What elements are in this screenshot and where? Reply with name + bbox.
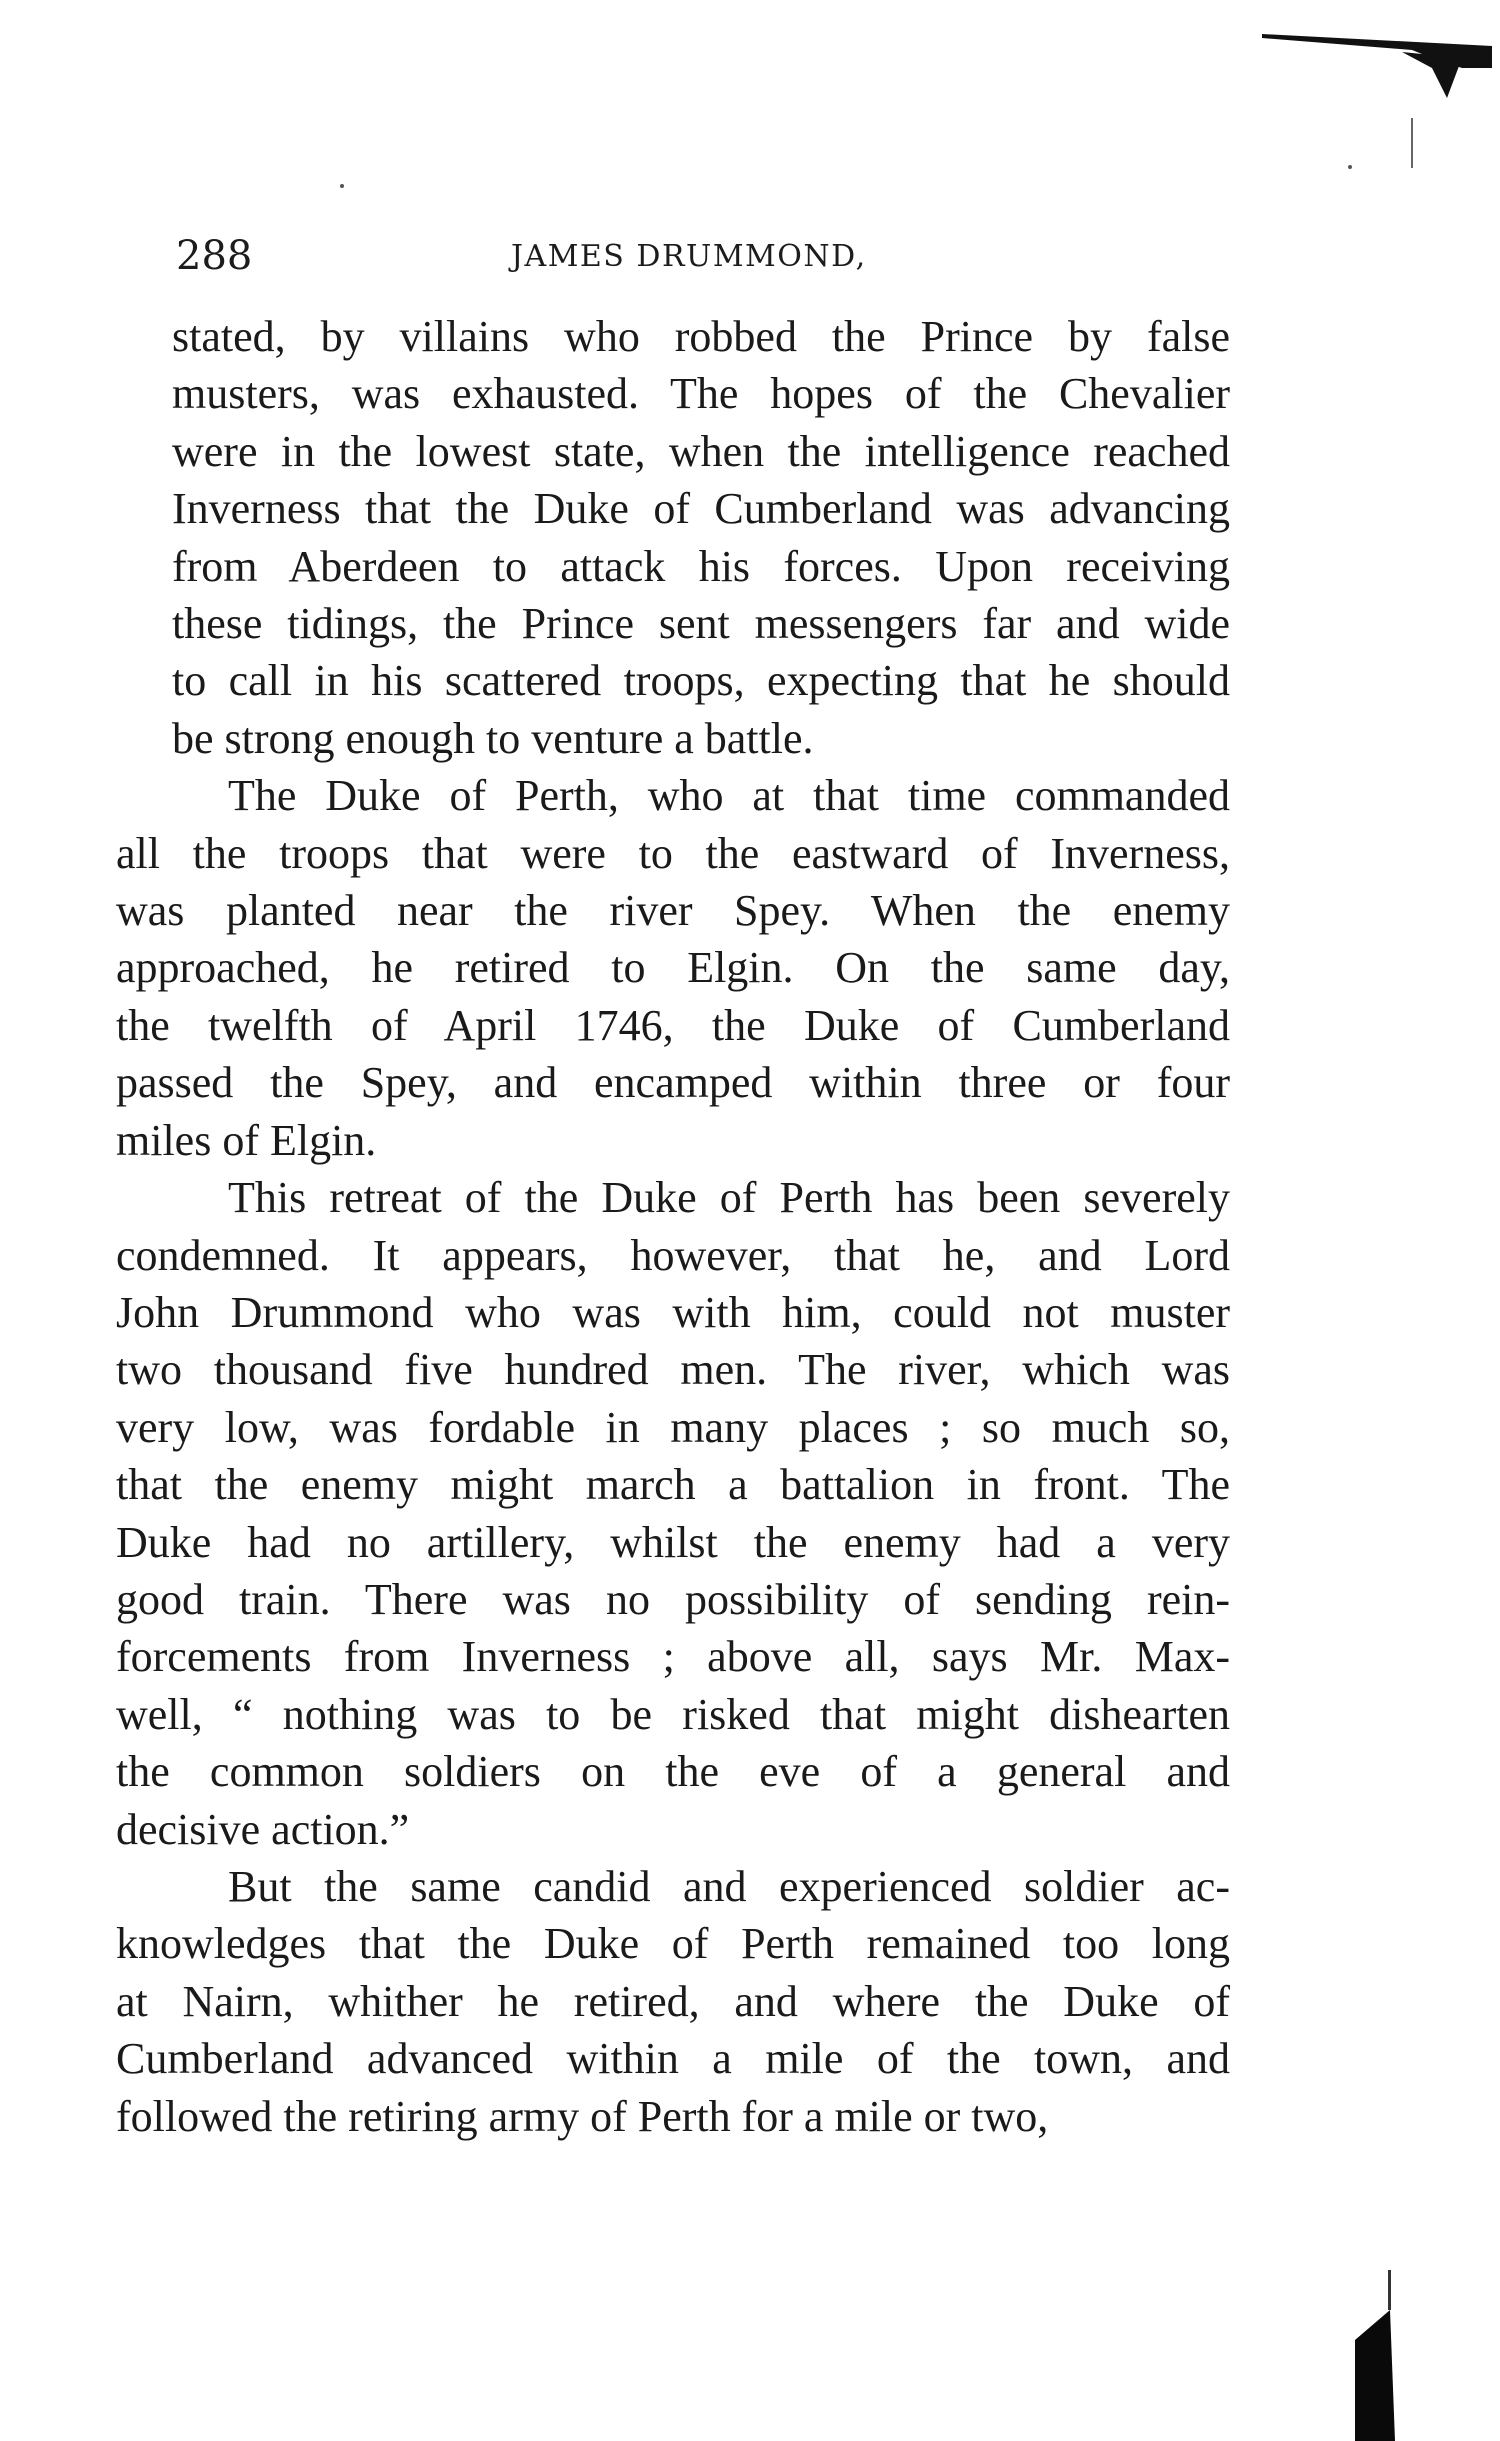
text-line: condemned. It appears, however, that he, and Lord: [116, 1230, 1230, 1280]
text-line: Duke had no artillery, whilst the enemy had a very: [116, 1517, 1230, 1567]
text-line: Cumberland advanced within a mile of the town, and: [116, 2034, 1230, 2084]
body-text: [116, 308, 1230, 2145]
text-line: decisive action.”: [116, 1804, 410, 1854]
text-line: from Aberdeen to attack his forces. Upon receiving: [172, 541, 1230, 591]
page-edge-shadow-bottom: [1350, 2270, 1410, 2441]
text-line: forcements from Inverness ; above all, says Mr. Max-: [116, 1632, 1230, 1682]
text-line: very low, was fordable in many places ; so much so,: [116, 1402, 1230, 1452]
text-line: But the same candid and experienced soldier ac-: [228, 1861, 1230, 1911]
paragraph: [116, 767, 1230, 1169]
page-number: 288: [176, 233, 253, 279]
paragraph: [172, 308, 1230, 767]
text-line: stated, by villains who robbed the Prince by false: [172, 312, 1230, 361]
text-line: miles of Elgin.: [116, 1115, 377, 1165]
text-line: be strong enough to venture a battle.: [172, 713, 814, 763]
page-edge-shadow-top: [1262, 28, 1492, 168]
text-line: all the troops that were to the eastward of Inverness,: [116, 828, 1230, 878]
text-line: well, “ nothing was to be risked that might dishearten: [116, 1689, 1230, 1739]
text-line: Inverness that the Duke of Cumberland was advancing: [172, 484, 1230, 534]
text-line: to call in his scattered troops, expecting that he should: [172, 656, 1230, 706]
text-line: two thousand five hundred men. The river, which was: [116, 1345, 1230, 1395]
running-head: JAMES DRUMMOND,: [511, 239, 867, 274]
scan-speck: [1348, 165, 1352, 169]
text-line: knowledges that the Duke of Perth remained too long: [116, 1919, 1230, 1969]
text-line: followed the retiring army of Perth for a mile or two,: [116, 2091, 1049, 2141]
text-line: the common soldiers on the eve of a general and: [116, 1747, 1230, 1797]
scan-speck: [340, 184, 344, 188]
text-line: was planted near the river Spey. When the enemy: [116, 886, 1230, 936]
paragraph: [116, 1858, 1230, 2145]
text-line: John Drummond who was with him, could not muster: [116, 1287, 1230, 1337]
text-line: musters, was exhausted. The hopes of the Chevalier: [172, 369, 1230, 419]
text-line: at Nairn, whither he retired, and where the Duke of: [116, 1976, 1230, 2026]
text-line: passed the Spey, and encamped within three or four: [116, 1058, 1230, 1108]
paragraph: [116, 1169, 1230, 1858]
text-line: that the enemy might march a battalion in front. The: [116, 1460, 1230, 1510]
text-line: these tidings, the Prince sent messengers far and wide: [172, 599, 1230, 649]
text-line: good train. There was no possibility of sending rein-: [116, 1574, 1230, 1624]
text-line: The Duke of Perth, who at that time commanded: [228, 771, 1230, 821]
text-line: approached, he retired to Elgin. On the same day,: [116, 943, 1230, 993]
text-line: This retreat of the Duke of Perth has been severely: [228, 1173, 1230, 1223]
text-line: were in the lowest state, when the intelligence reached: [172, 426, 1230, 476]
page-header: [176, 226, 1226, 286]
text-line: the twelfth of April 1746, the Duke of Cumberland: [116, 1000, 1230, 1050]
